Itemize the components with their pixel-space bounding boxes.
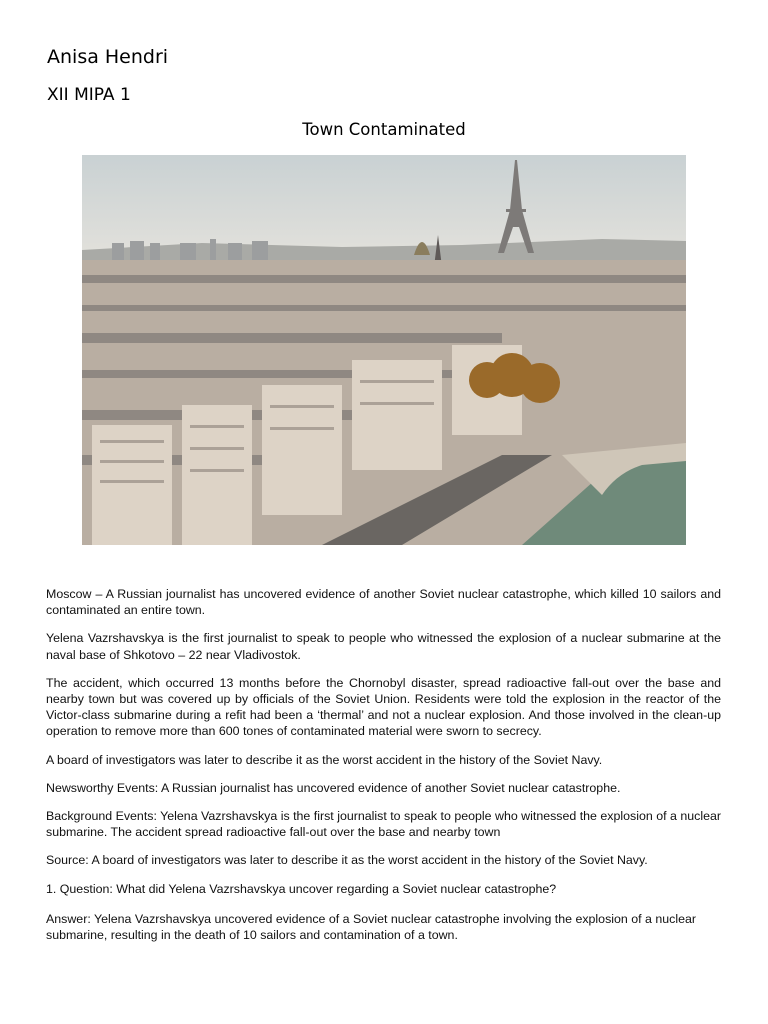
answer-1: Answer: Yelena Vazrshavskya uncovered evidence of a Soviet nuclear catastrophe involving the explosion of a nuclear submarine, resulting in the death of 10 sailors and contamination of a town. bbox=[46, 911, 696, 943]
document-title: Town Contaminated bbox=[302, 120, 466, 139]
author-name: Anisa Hendri bbox=[47, 46, 169, 68]
paragraph-investigators: A board of investigators was later to describe it as the worst accident in the history of the Soviet Navy. bbox=[46, 752, 603, 767]
newsworthy-events: Newsworthy Events: A Russian journalist has uncovered evidence of another Soviet nuclear catastrophe. bbox=[46, 780, 621, 795]
paragraph-intro: Moscow – A Russian journalist has uncovered evidence of another Soviet nuclear catastrophe, which killed 10 sailors and contaminated an entire town. bbox=[46, 587, 721, 618]
paragraph-witness: Yelena Vazrshavskya is the first journalist to speak to people who witnessed the explosion of a nuclear submarine at the naval base of Shkotovo – 22 near Vladivostok. bbox=[46, 631, 721, 662]
question-1: 1. Question: What did Yelena Vazrshavskya uncover regarding a Soviet nuclear catastrophe? bbox=[46, 881, 557, 896]
article-body bbox=[46, 586, 721, 955]
source-line: Source: A board of investigators was later to describe it as the worst accident in the history of the Soviet Navy. bbox=[46, 853, 648, 868]
paragraph-accident: The accident, which occurred 13 months before the Chornobyl disaster, spread radioactive fall-out over the base and nearby town but was covered up by officials of the Soviet Union. Residents were told the explosion in the reactor of the Victor-class submarine during a refit had been a ‘thermal’ and not a nuclear explosion. And those involved in the clean-up operation to remove more than 600 tones of contaminated material were sworn to secrecy. bbox=[46, 675, 721, 739]
city-skyline-photo bbox=[82, 155, 686, 545]
background-events: Background Events: Yelena Vazrshavskya is the first journalist to speak to people who witnessed the explosion of a nuclear submarine. The accident spread radioactive fall-out over the base and nearby town bbox=[46, 809, 721, 840]
class-name: XII MIPA 1 bbox=[47, 85, 131, 105]
